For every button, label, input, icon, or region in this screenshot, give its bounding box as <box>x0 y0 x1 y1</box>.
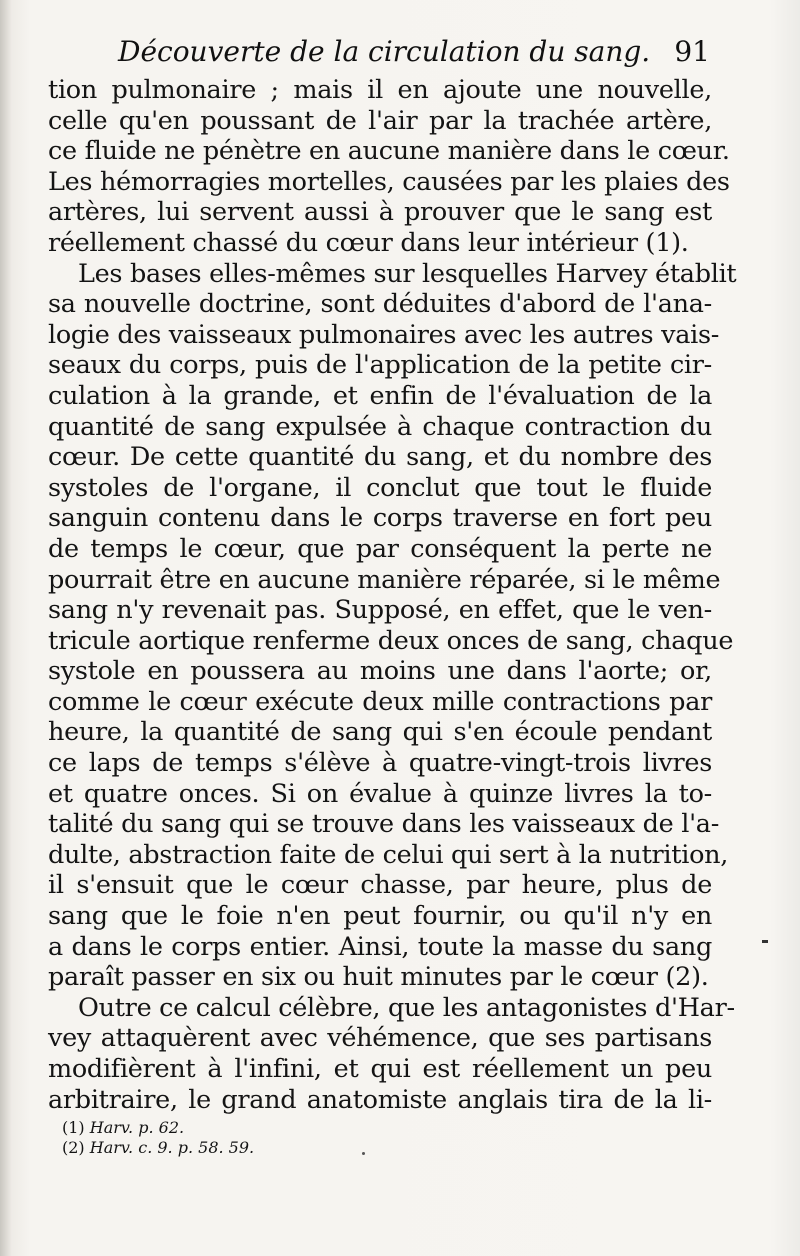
text-line: vey attaquèrent avec véhémence, que ses partisans <box>48 1023 712 1054</box>
footnote <box>62 1138 462 1158</box>
footnotes <box>62 1118 462 1158</box>
text-line: tricule aortique renferme deux onces de sang, chaque <box>48 625 734 656</box>
text-line: sang n'y revenait pas. Supposé, en effet, que le ven- <box>48 595 712 626</box>
footnote-mark: (2) <box>62 1138 85 1157</box>
footnote-mark: (1) <box>62 1118 85 1137</box>
text-line: systoles de l'organe, il conclut que tout le fluide <box>48 472 712 503</box>
text-line: quantité de sang expulsée à chaque contraction du <box>48 411 712 442</box>
running-head: Découverte de la circulation du sang. <box>118 35 651 68</box>
text-line: tion pulmonaire ; mais il en ajoute une nouvelle, <box>48 75 712 105</box>
text-line: comme le cœur exécute deux mille contractions par <box>48 686 712 717</box>
text-line: il s'ensuit que le cœur chasse, par heure, plus de <box>48 870 712 901</box>
body-text <box>48 75 737 1115</box>
text-line: artères, lui servent aussi à prouver que le sang est <box>48 197 712 228</box>
page-gutter-shadow <box>0 0 12 1256</box>
text-line: a dans le corps entier. Ainsi, toute la masse du sang <box>48 931 712 962</box>
text-line: seaux du corps, puis de l'application de la petite cir- <box>48 350 712 381</box>
text-line: sa nouvelle doctrine, sont déduites d'abord de l'ana- <box>48 289 712 320</box>
text-line: pourrait être en aucune manière réparée, si le même <box>48 564 721 595</box>
footnote-reference: Harv. <box>89 1118 134 1137</box>
text-line: talité du sang qui se trouve dans les vaisseaux de l'a- <box>48 809 720 840</box>
margin-mark <box>762 940 768 943</box>
page-number: 91 <box>674 35 710 68</box>
text-line: sang que le foie n'en peut fournir, ou qu'il n'y en <box>48 901 712 932</box>
text-line: sanguin contenu dans le corps traverse en fort peu <box>48 503 712 534</box>
text-line: heure, la quantité de sang qui s'en écoule pendant <box>48 717 712 748</box>
paper-speck <box>362 1152 365 1155</box>
text-line: logie des vaisseaux pulmonaires avec les autres vais- <box>48 319 720 350</box>
footnote <box>62 1118 462 1138</box>
text-line: modifièrent à l'infini, et qui est réellement un peu <box>48 1054 712 1084</box>
text-line: cœur. De cette quantité du sang, et du nombre des <box>48 442 712 473</box>
text-line: paraît passer en six ou huit minutes par le cœur (2). <box>48 962 709 993</box>
text-line: dulte, abstraction faite de celui qui sert à la nutrition, <box>48 839 729 870</box>
footnote-page: c. 9. p. 58. 59. <box>138 1138 255 1157</box>
text-line: ce laps de temps s'élève à quatre-vingt-trois livres <box>48 748 712 779</box>
text-line: culation à la grande, et enfin de l'évaluation de la <box>48 380 712 411</box>
footnote-page: p. 62. <box>138 1118 185 1137</box>
text-line: et quatre onces. Si on évalue à quinze livres la to- <box>48 778 712 809</box>
paragraph-first-line: Les bases elles-mêmes sur lesquelles Harvey établit <box>78 258 737 289</box>
text-line: réellement chassé du cœur dans leur intérieur (1). <box>48 227 689 258</box>
text-line: de temps le cœur, que par conséquent la perte ne <box>48 533 712 564</box>
text-line: ce fluide ne pénètre en aucune manière dans le cœur. <box>48 136 730 167</box>
text-line: arbitraire, le grand anatomiste anglais tira de la li- <box>48 1084 712 1115</box>
footnote-reference: Harv. <box>89 1138 134 1157</box>
text-line: celle qu'en poussant de l'air par la trachée artère, <box>48 105 712 136</box>
text-line: Les hémorragies mortelles, causées par les plaies des <box>48 166 730 197</box>
paragraph-first-line: Outre ce calcul célèbre, que les antagonistes d'Har- <box>78 992 735 1023</box>
text-line: systole en poussera au moins une dans l'aorte; or, <box>48 656 712 687</box>
